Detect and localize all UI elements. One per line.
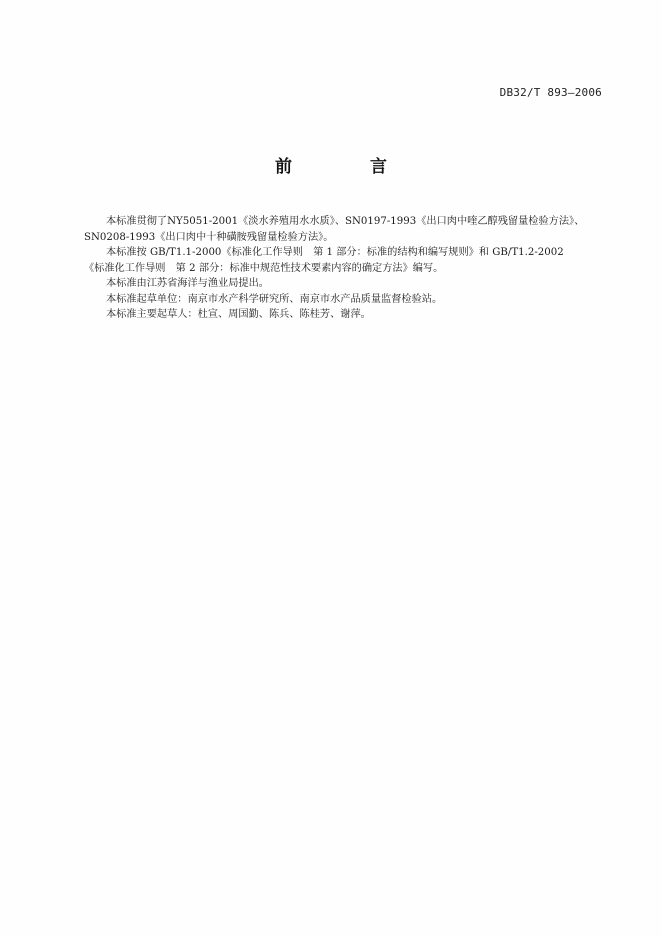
paragraph-line: SN0208-1993《出口肉中十种磺胺残留量检验方法》。	[84, 231, 334, 243]
paragraph-line: 本标准主要起草人：杜宣、周国勤、陈兵、陈桂芳、谢萍。	[106, 309, 371, 320]
paragraph-line: 本标准贯彻了NY5051-2001《淡水养殖用水水质》、SN0197-1993《出口肉中喹乙醇残留量检验方法》、	[106, 216, 585, 227]
page-title: 前 言	[275, 157, 423, 177]
foreword-body	[84, 214, 609, 323]
paragraph-line: 本标准起草单位：南京市水产科学研究所、南京市水产品质量监督检验站。	[106, 293, 443, 305]
standard-code: DB32/T 893—2006	[499, 86, 602, 99]
paragraph-line: 本标准按 GB/T1.1-2000《标准化工作导则 第 1 部分：标准的结构和编写规则》和 GB/T1.2-2002	[106, 247, 564, 258]
paragraph-line: 《标准化工作导则 第 2 部分：标准中规范性技术要素内容的确定方法》编写。	[84, 262, 444, 274]
paragraph-line: 本标准由江苏省海洋与渔业局提出。	[106, 278, 269, 289]
